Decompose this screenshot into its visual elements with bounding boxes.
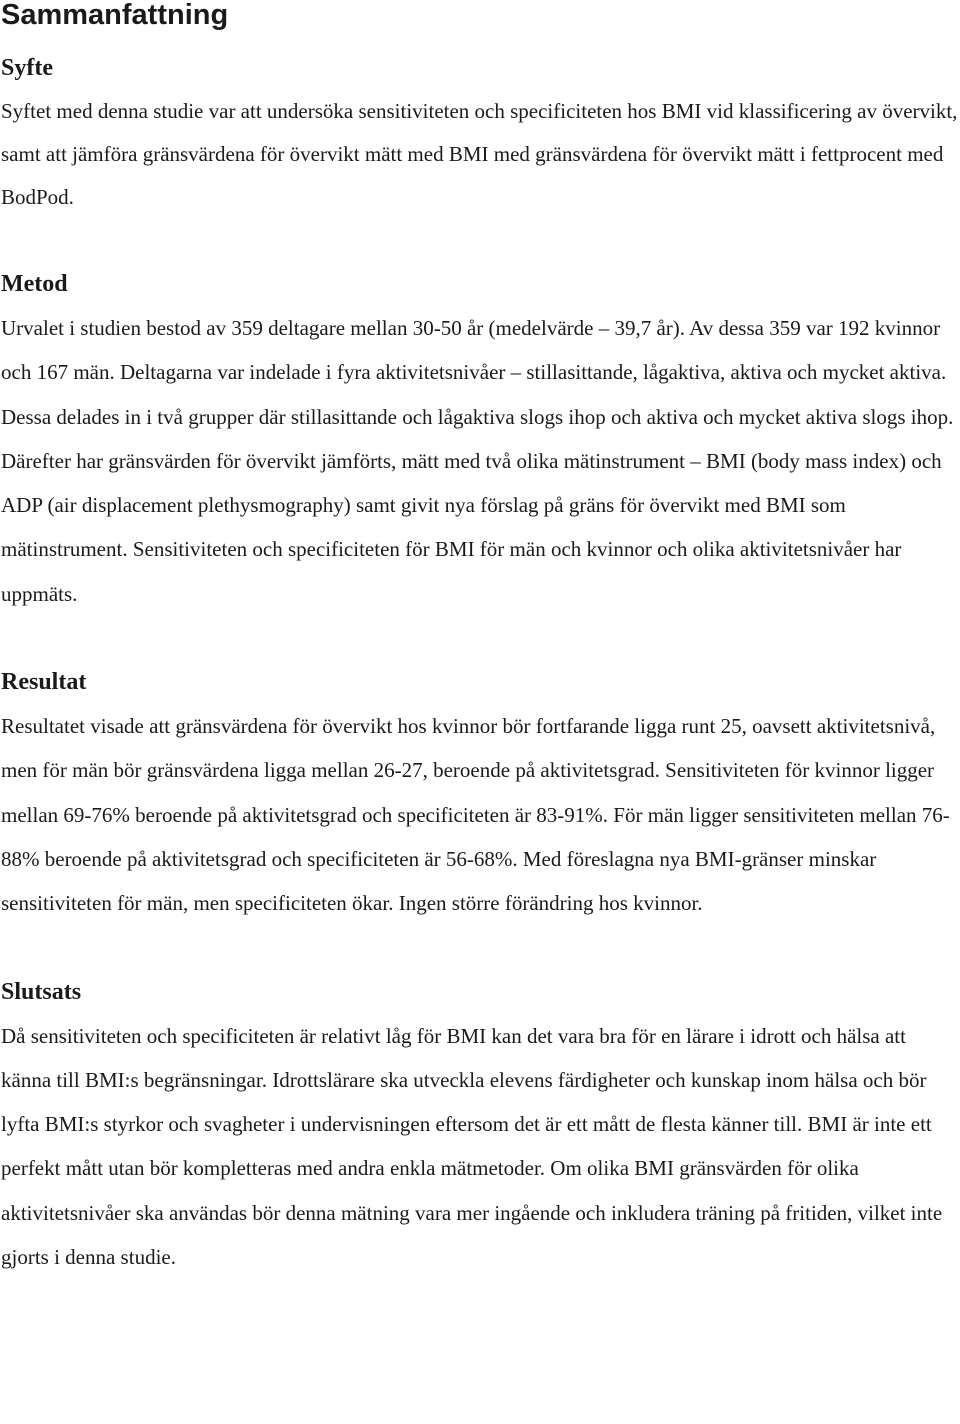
- section-body-syfte: Syftet med denna studie var att undersöka sensitiviteten och specificiteten hos BMI vid klassificering av övervikt, samt att jämföra gränsvärdena för övervikt mätt med BMI med gränsvärdena för övervikt mätt i fettprocent med BodPod.: [1, 99, 958, 209]
- section-heading-slutsats: Slutsats: [1, 978, 82, 1005]
- section-metod: [1, 262, 959, 616]
- document-title: Sammanfattning: [1, 0, 229, 31]
- section-body-slutsats: Då sensitiviteten och specificiteten är relativt låg för BMI kan det vara bra för en lärare i idrott och hälsa att känna till BMI:s begränsningar. Idrottslärare ska utveckla elevens färdigheter och kunskap inom hälsa och bör lyfta BMI:s styrkor och svagheter i undervisningen eftersom det är ett mått de flesta känner till. BMI är inte ett perfekt mått utan bör kompletteras med andra enkla mätmetoder. Om olika BMI gränsvärden för olika aktivitetsnivåer ska användas bör denna mätning vara mer ingående och inkludera träning på fritiden, vilket inte gjorts i denna studie.: [1, 1023, 943, 1270]
- section-slutsats: [1, 970, 959, 1280]
- section-resultat: [1, 660, 959, 925]
- section-body-resultat: Resultatet visade att gränsvärdena för övervikt hos kvinnor bör fortfarande ligga runt 25, oavsett aktivitetsnivå, men för män bör gränsvärdena ligga mellan 26-27, beroende på aktivitetsgrad. Sensitiviteten för kvinnor ligger mellan 69-76% beroende på aktivitetsgrad och specificiteten är 83-91%. För män ligger sensitiviteten mellan 76-88% beroende på aktivitetsgrad och specificiteten är 56-68%. Med föreslagna nya BMI-gränser minskar sensitiviteten för män, men specificiteten ökar. Ingen större förändring hos kvinnor.: [1, 714, 950, 916]
- section-heading-syfte: Syfte: [1, 55, 53, 81]
- section-body-metod: Urvalet i studien bestod av 359 deltagare mellan 30-50 år (medelvärde – 39,7 år). Av dessa 359 var 192 kvinnor och 167 män. Deltagarna var indelade i fyra aktivitetsnivåer – stillasittande, lågaktiva, aktiva och mycket aktiva. Dessa delades in i två grupper där stillasittande och lågaktiva slogs ihop och aktiva och mycket aktiva slogs ihop. Därefter har gränsvärden för övervikt jämförts, mätt med två olika mätinstrument – BMI (body mass index) och ADP (air displacement plethysmography) samt givit nya förslag på gräns för övervikt med BMI som mätinstrument. Sensitiviteten och specificiteten för BMI för män och kvinnor och olika aktivitetsnivåer har uppmäts.: [1, 316, 954, 606]
- section-syfte: [1, 46, 959, 219]
- section-heading-metod: Metod: [1, 271, 68, 297]
- section-heading-resultat: Resultat: [1, 669, 87, 696]
